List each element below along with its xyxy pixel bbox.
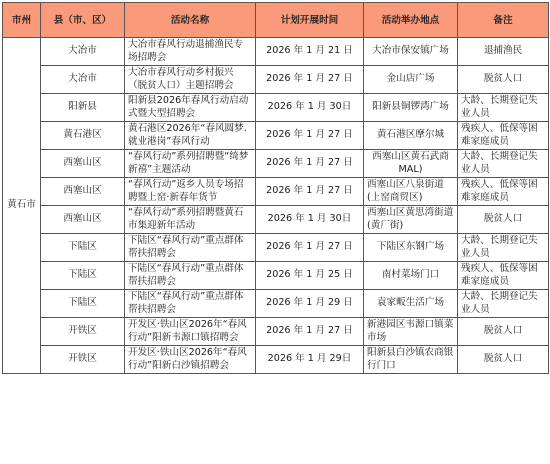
note-cell: 残疾人、低保等困难家庭成员: [458, 178, 549, 206]
place-cell: 袁家畈生活广场: [364, 290, 458, 318]
county-cell: 下陆区: [41, 290, 125, 318]
note-cell: 脱贫人口: [458, 318, 549, 346]
time-cell: 2026 年 1 月 30日: [256, 94, 364, 122]
table-row: [3, 346, 549, 374]
time-cell: 2026 年 1 月 25 日: [256, 262, 364, 290]
place-cell: 下陆区东钢广场: [364, 234, 458, 262]
header-activity: 活动名称: [125, 3, 256, 38]
time-cell: 2026 年 1 月 27 日: [256, 122, 364, 150]
note-cell: 残疾人、低保等困难家庭成员: [458, 122, 549, 150]
activity-cell: “春风行动”系列招聘暨“绮梦新禧”主题活动: [125, 150, 256, 178]
activity-cell: “春风行动”返乡人员专场招聘暨上窑·新春年货节: [125, 178, 256, 206]
activity-cell: 下陆区“春风行动”重点群体帮扶招聘会: [125, 234, 256, 262]
place-cell: 大冶市保安镇广场: [364, 38, 458, 66]
city-cell: 黄石市: [3, 38, 41, 374]
header-place: 活动举办地点: [364, 3, 458, 38]
place-cell: 阳新县铜锣湾广场: [364, 94, 458, 122]
table-row: [3, 206, 549, 234]
county-cell: 西塞山区: [41, 206, 125, 234]
activity-cell: 大冶市春风行动乡村振兴（脱贫人口）主题招聘会: [125, 66, 256, 94]
county-cell: 西塞山区: [41, 150, 125, 178]
activity-cell: 下陆区“春风行动”重点群体帮扶招聘会: [125, 290, 256, 318]
activity-cell: 下陆区“春风行动”重点群体帮扶招聘会: [125, 262, 256, 290]
note-cell: 脱贫人口: [458, 66, 549, 94]
place-cell: 黄石港区摩尔城: [364, 122, 458, 150]
place-cell: 新港园区韦源口镇菜市场: [364, 318, 458, 346]
activity-cell: 开发区·铁山区2026年“春风行动”阳新白沙镇招聘会: [125, 346, 256, 374]
county-cell: 开铁区: [41, 346, 125, 374]
time-cell: 2026 年 1 月 30日: [256, 206, 364, 234]
note-cell: 脱贫人口: [458, 206, 549, 234]
time-cell: 2026 年 1 月 29 日: [256, 290, 364, 318]
time-cell: 2026 年 1 月 27 日: [256, 178, 364, 206]
table-row: [3, 318, 549, 346]
activity-cell: “春风行动”系列招聘暨黄石市集迎新年活动: [125, 206, 256, 234]
activity-cell: 开发区·铁山区2026年“春风行动”阳新韦源口镇招聘会: [125, 318, 256, 346]
note-cell: 脱贫人口: [458, 346, 549, 374]
table-row: [3, 290, 549, 318]
place-cell: 金山店广场: [364, 66, 458, 94]
time-cell: 2026 年 1 月 21 日: [256, 38, 364, 66]
note-cell: 大龄、长期登记失业人员: [458, 150, 549, 178]
header-time: 计划开展时间: [256, 3, 364, 38]
note-cell: 退捕渔民: [458, 38, 549, 66]
county-cell: 大冶市: [41, 38, 125, 66]
place-cell: 阳新县白沙镇农商银行门口: [364, 346, 458, 374]
header-city: 市州: [3, 3, 41, 38]
activity-cell: 大冶市春风行动退捕渔民专场招聘会: [125, 38, 256, 66]
county-cell: 阳新县: [41, 94, 125, 122]
time-cell: 2026 年 1 月 29日: [256, 346, 364, 374]
place-cell: 南村菜场门口: [364, 262, 458, 290]
activity-cell: 阳新县2026年春风行动启动式暨大型招聘会: [125, 94, 256, 122]
header-county: 县（市、区）: [41, 3, 125, 38]
time-cell: 2026 年 1 月 27 日: [256, 66, 364, 94]
county-cell: 大冶市: [41, 66, 125, 94]
note-cell: 大龄、长期登记失业人员: [458, 290, 549, 318]
county-cell: 黄石港区: [41, 122, 125, 150]
county-cell: 西塞山区: [41, 178, 125, 206]
table-row: [3, 66, 549, 94]
county-cell: 下陆区: [41, 234, 125, 262]
note-cell: 大龄、长期登记失业人员: [458, 94, 549, 122]
header-note: 备注: [458, 3, 549, 38]
table-row: [3, 38, 549, 66]
place-cell: 西塞山区黄思湾街道(黄厂街): [364, 206, 458, 234]
note-cell: 残疾人、低保等困难家庭成员: [458, 262, 549, 290]
table-row: [3, 178, 549, 206]
note-cell: 大龄、长期登记失业人员: [458, 234, 549, 262]
time-cell: 2026 年 1 月 27 日: [256, 318, 364, 346]
county-cell: 下陆区: [41, 262, 125, 290]
table-row: [3, 122, 549, 150]
place-cell: 西塞山区黄石武商MAL): [364, 150, 458, 178]
county-cell: 开铁区: [41, 318, 125, 346]
time-cell: 2026 年 1 月 27 日: [256, 150, 364, 178]
table-row: [3, 150, 549, 178]
place-cell: 西塞山区八泉街道(上窑商贸区): [364, 178, 458, 206]
time-cell: 2026 年 1 月 27 日: [256, 234, 364, 262]
table-row: [3, 94, 549, 122]
job-fair-table: [2, 2, 549, 374]
header-row: [3, 3, 549, 38]
table-row: [3, 262, 549, 290]
table-row: [3, 234, 549, 262]
activity-cell: 黄石港区2026年“春风圆梦.就业港岗”春风行动: [125, 122, 256, 150]
